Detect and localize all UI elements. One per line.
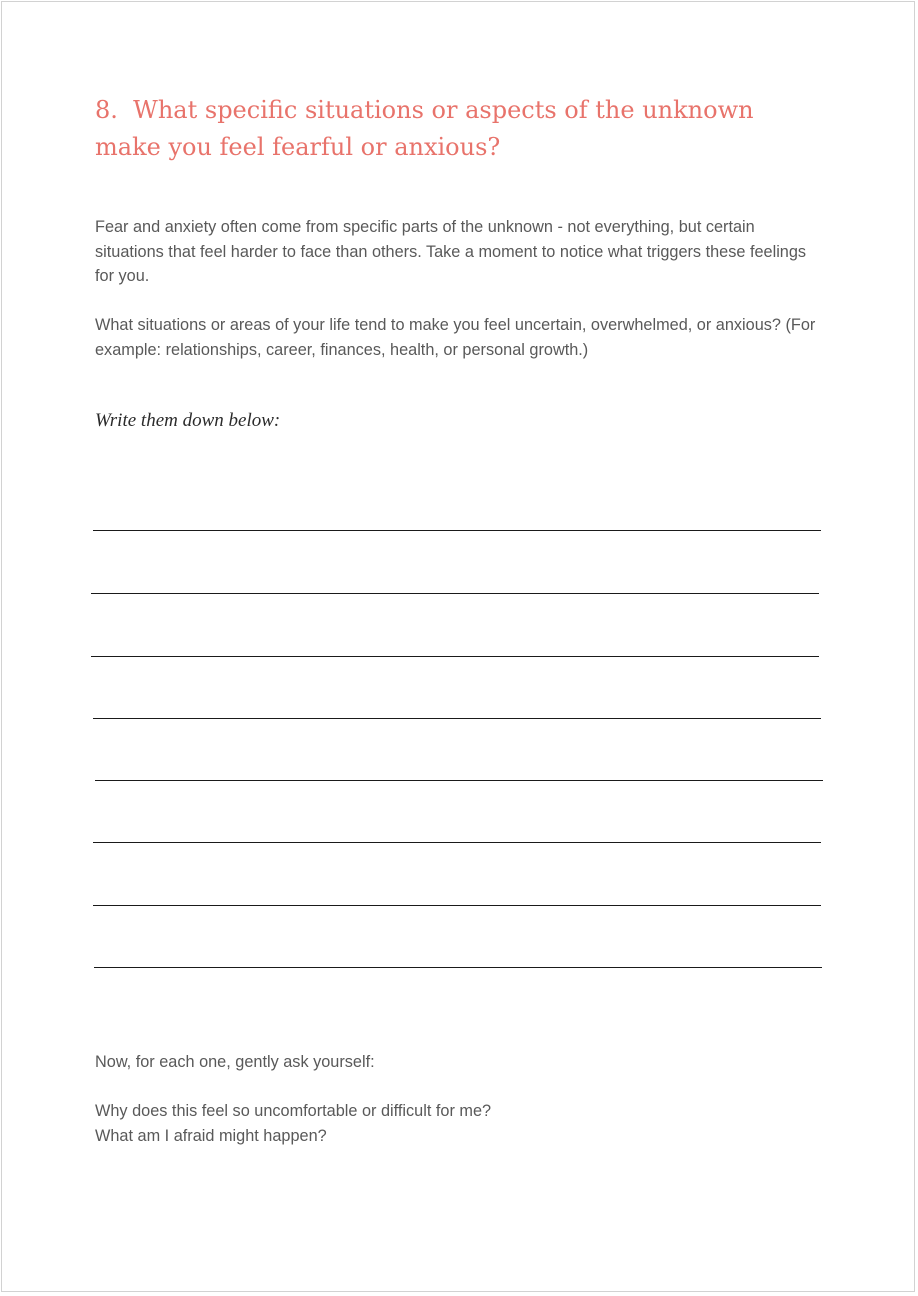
writing-line[interactable] — [93, 905, 821, 906]
reflection-questions — [95, 1099, 825, 1148]
writing-line[interactable] — [95, 780, 823, 781]
question-title — [95, 92, 825, 166]
reflection-question: What am I afraid might happen? — [95, 1126, 327, 1145]
worksheet-page — [1, 1, 915, 1292]
question-text: What specific situations or aspects of the unknown make you feel fearful or anxious? — [95, 96, 754, 161]
writing-line[interactable] — [91, 656, 819, 657]
intro-paragraph: Fear and anxiety often come from specific parts of the unknown - not everything, but certain situations that feel harder to face than others. Take a moment to notice what triggers these feelings for you. — [95, 218, 807, 285]
reflection-intro: Now, for each one, gently ask yourself: — [95, 1053, 375, 1071]
writing-line[interactable] — [93, 530, 821, 531]
reflection-question: Why does this feel so uncomfortable or difficult for me? — [95, 1102, 492, 1120]
writing-line[interactable] — [93, 718, 821, 719]
writing-line[interactable] — [93, 842, 821, 843]
question-number: 8. — [95, 96, 118, 124]
writing-line[interactable] — [94, 967, 822, 968]
instruction-paragraph: What situations or areas of your life tend to make you feel uncertain, overwhelmed, or anxious? (For example: relationships, career, finances, health, or personal growth.) — [95, 316, 816, 359]
write-prompt: Write them down below: — [95, 410, 281, 431]
writing-line[interactable] — [91, 593, 819, 594]
